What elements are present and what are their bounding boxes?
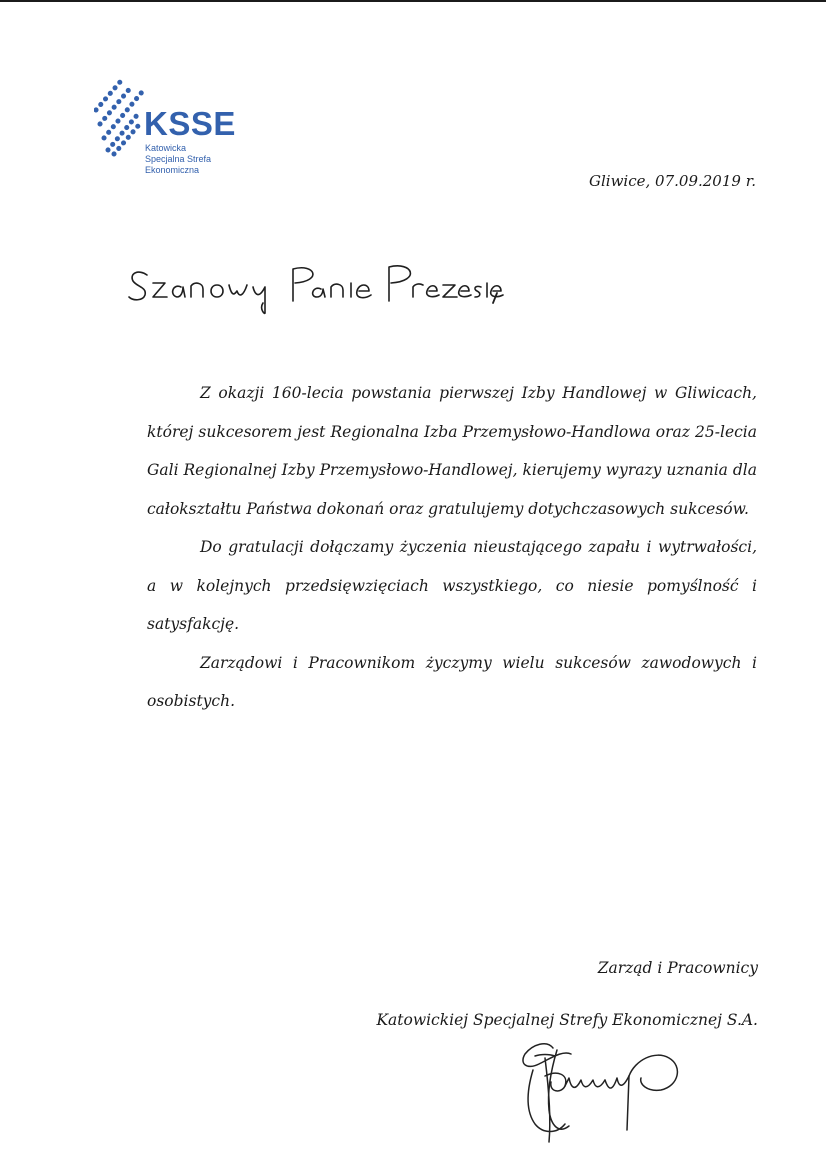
logo-stripes-icon [94,78,146,158]
logo-subtitle-line: Specjalna Strefa [145,154,212,164]
logo-name: KSSE [144,105,236,142]
top-edge-line [0,0,826,2]
handwritten-signature [505,1030,695,1145]
body-paragraph: Zarządowi i Pracownikom życzymy wielu sukcesów zawodowych i osobistych. [147,653,757,710]
letter-body [147,374,757,721]
body-paragraph: Z okazji 160-lecia powstania pierwszej Izby Handlowej w Gliwicach, której sukcesorem jest Regionalna Izba Przemysłowo-Handlowa oraz 25-lecia Gali Regionalnej Izby Przemysłowo-Handlowej, kierujemy wyrazy uznania dla całokształtu Państwa dokonań oraz gratulujemy dotychczasowych sukcesów. [147,384,757,518]
ksse-logo [94,78,254,188]
closing-line: Zarząd i Pracownicy [597,959,758,977]
letter-date: Gliwice, 07.09.2019 r. [589,172,756,190]
closing-line: Katowickiej Specjalnej Strefy Ekonomicznej S.A. [376,1011,758,1029]
logo-subtitle-line: Katowicka [145,143,187,153]
logo-subtitle [145,143,211,176]
handwritten-salutation [125,253,505,323]
logo-subtitle-line: Ekonomiczna [145,165,200,175]
body-paragraph: Do gratulacji dołączamy życzenia nieustającego zapału i wytrwałości, a w kolejnych przedsięwzięciach wszystkiego, co niesie pomyślność i satysfakcję. [147,538,757,633]
